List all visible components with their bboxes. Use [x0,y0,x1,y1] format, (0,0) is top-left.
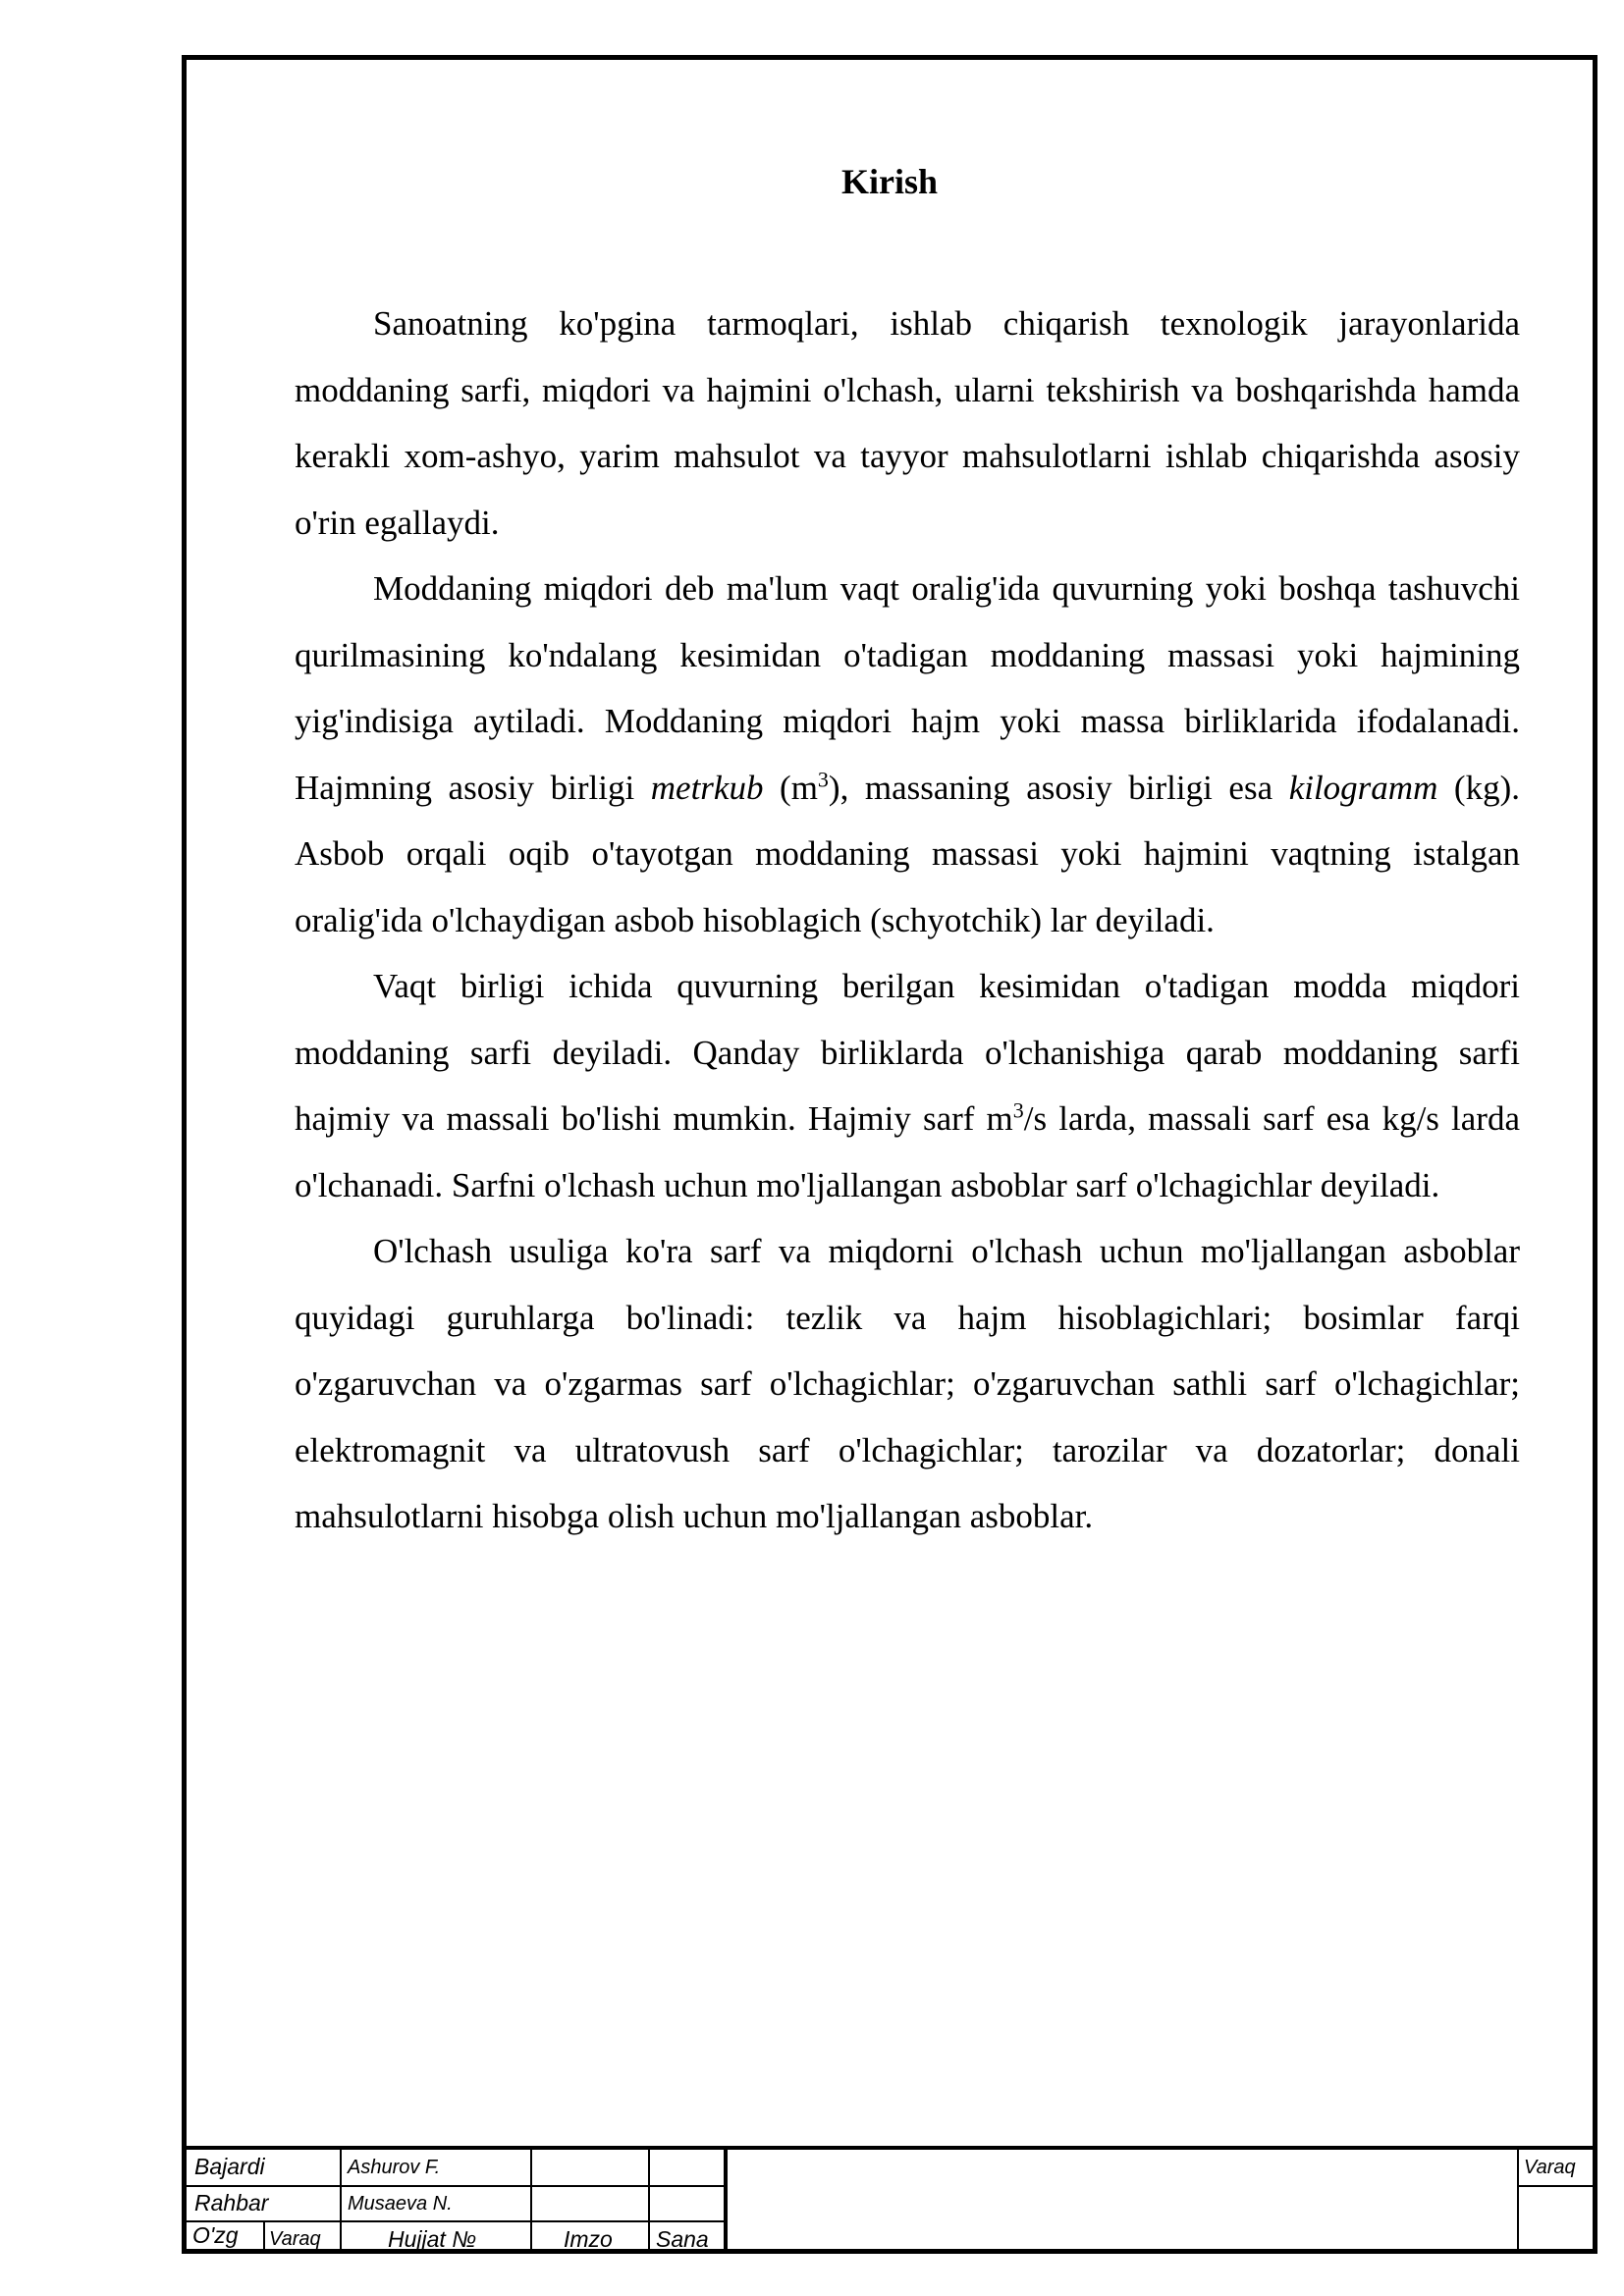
paragraph [295,1218,1520,1550]
bajardi-label: Bajardi [194,2154,265,2179]
varaq-small-label: Varaq [269,2228,321,2250]
italic-term: kilogramm [1288,768,1438,807]
document-body [295,291,1520,1550]
rahbar-name: Musaeva N. [348,2193,453,2215]
superscript: 3 [1012,1097,1024,1123]
imzo-label: Imzo [564,2226,613,2252]
sana-label: Sana [656,2226,709,2252]
text-run: /s larda, massali sarf esa kg/s larda o'lchanadi. Sarfni o'lchash uchun mo'ljallangan asboblar sarf o'lchagichlar deyiladi. [295,1099,1520,1204]
page-frame [182,55,1597,2254]
paragraph [295,953,1520,1218]
text-run: Sanoatning ko'pgina tarmoqlari, ishlab chiqarish texnologik jarayonlarida moddaning sarfi, miqdori va hajmini o'lchash, ularni tekshirish va boshqarishda hamda kerakli xom-ashyo, yarim mahsulot va tayyor mahsulotlarni ishlab chiqarishda asosiy o'rin egallaydi. [295,304,1520,542]
text-run: (kg). Asbob orqali oqib o'tayotgan moddaning massasi yoki hajmini vaqtning istalgan oralig'ida o'lchaydigan asbob hisoblagich (schyotchik) lar deyiladi. [295,768,1520,939]
text-run: O'lchash usuliga ko'ra sarf va miqdorni o'lchash uchun mo'ljallangan asboblar quyidagi guruhlarga bo'linadi: tezlik va hajm hisoblagichlari; bosimlar farqi o'zgaruvchan va o'zgarmas sarf o'lchagichlar; o'zgaruvchan sathli sarf o'lchagichlar; elektromagnit va ultratovush sarf o'lchagichlar; tarozilar va dozatorlar; donali mahsulotlarni hisobga olish uchun mo'ljallangan asboblar. [295,1232,1520,1535]
text-run: Vaqt birligi ichida quvurning berilgan kesimidan o'tadigan modda miqdori moddaning sarfi deyiladi. Qanday birliklarda o'lchanishiga qarab moddaning sarfi hajmiy va massali bo'lishi mumkin. Hajmiy sarf m [295,967,1520,1138]
document-title: Kirish [840,162,938,201]
rahbar-label: Rahbar [194,2190,269,2216]
ozg-label: O'zg [192,2222,239,2248]
text-run: (m [763,768,818,807]
paragraph [295,291,1520,556]
hujjat-label: Hujjat № [388,2226,477,2252]
varaq-right-label: Varaq [1524,2157,1576,2178]
italic-term: metrkub [650,768,764,807]
superscript: 3 [817,766,829,791]
text-run: ), massaning asosiy birligi esa [828,768,1289,807]
paragraph [295,556,1520,953]
bajardi-name: Ashurov F. [348,2157,441,2178]
text-run: Moddaning miqdori deb ma'lum vaqt oralig'ida quvurning yoki boshqa tashuvchi qurilmasining ko'ndalang kesimidan o'tadigan moddaning massasi yoki hajmining yig'indisiga aytiladi. Moddaning miqdori hajm yoki massa birliklarida ifodalanadi. Hajmning asosiy birligi [295,569,1520,807]
title-block [187,2146,1593,2258]
